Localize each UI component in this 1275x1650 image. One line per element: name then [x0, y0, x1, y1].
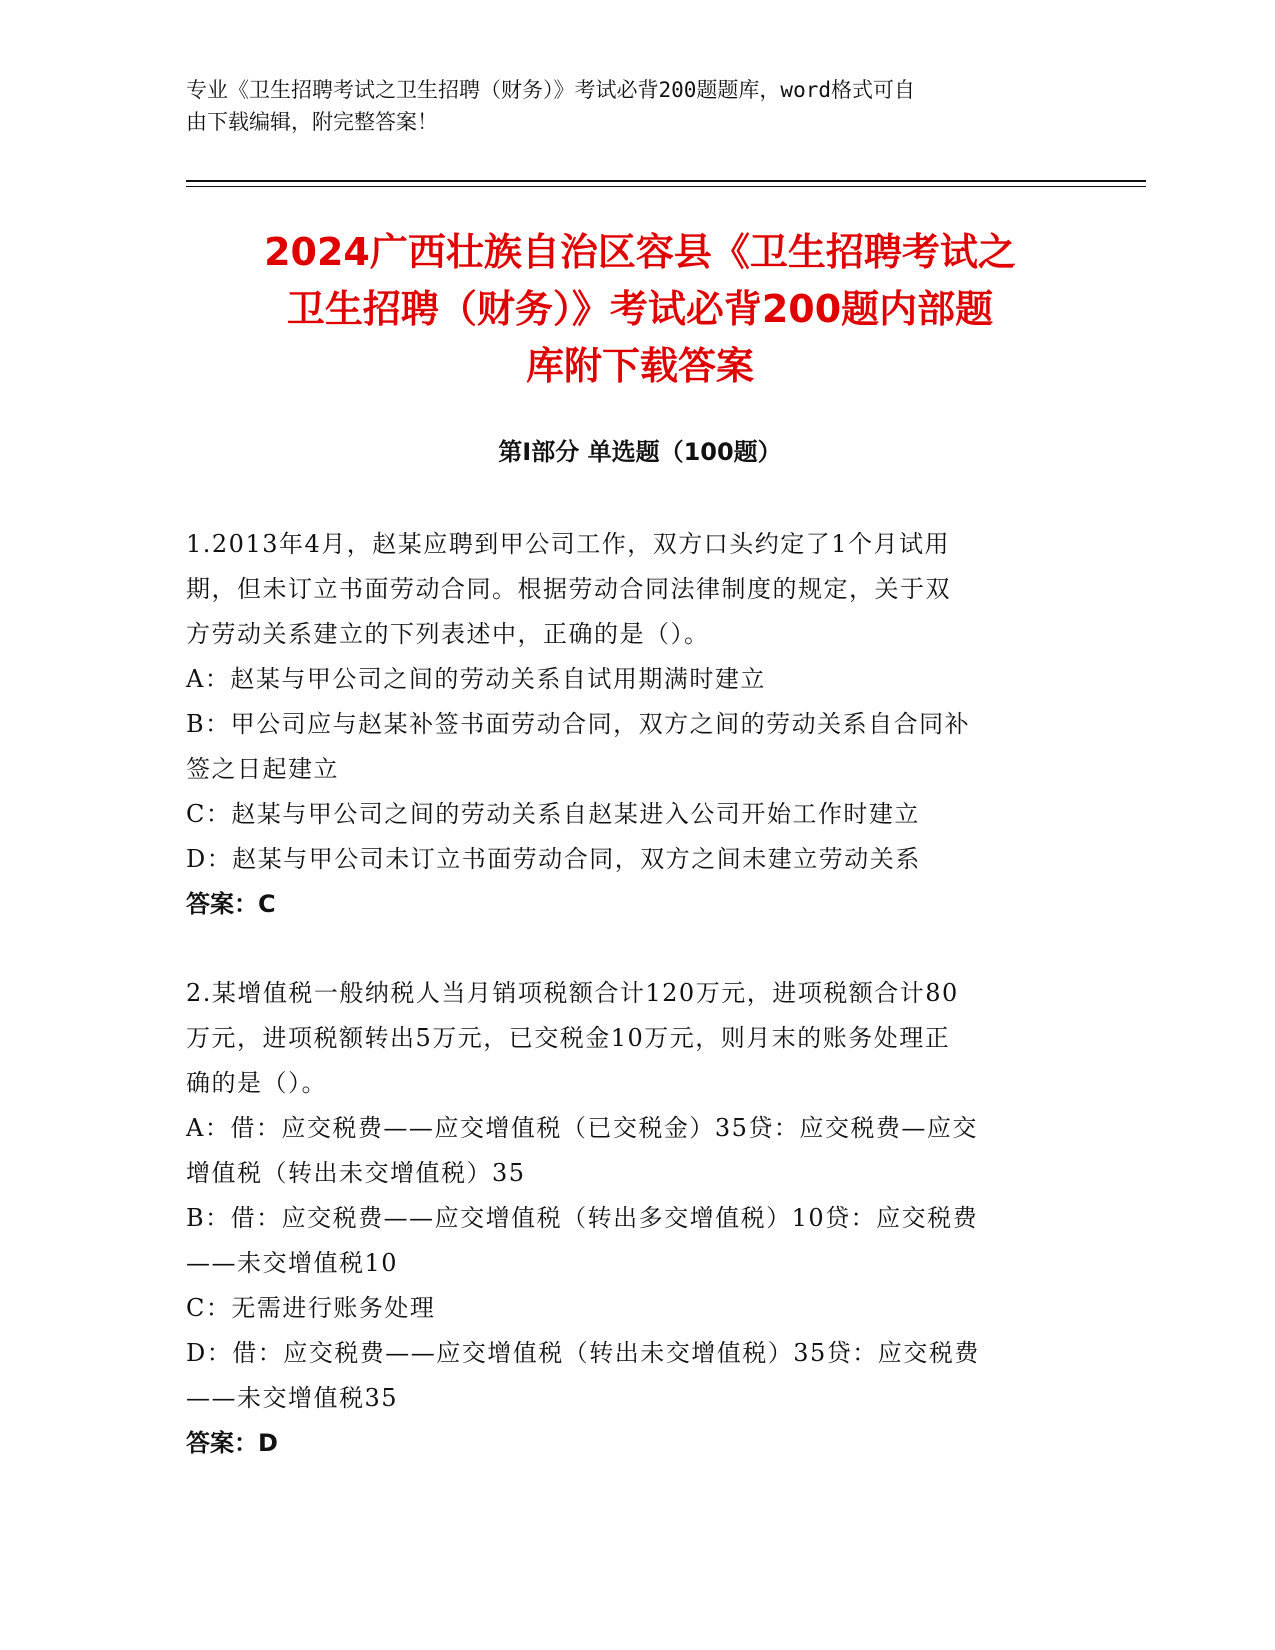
option-line: ——未交增值税10: [186, 1249, 399, 1277]
document-title: [180, 224, 1100, 395]
question-stem-line: 2.某增值税一般纳税人当月销项税额合计120万元，进项税额合计80: [186, 979, 959, 1007]
title-line: 库附下载答案: [525, 344, 754, 388]
section-title: 第Ⅰ部分 单选题（100题）: [498, 438, 782, 466]
question-item: [186, 971, 1066, 1466]
header-note: [186, 74, 1086, 138]
option-line: 签之日起建立: [186, 755, 339, 783]
option-line: ——未交增值税35: [186, 1384, 399, 1412]
answer-line: 答案：D: [186, 1429, 278, 1457]
title-line: 2024广西壮族自治区容县《卫生招聘考试之: [264, 230, 1016, 274]
header-note-line: 专业《卫生招聘考试之卫生招聘（财务）》考试必背200题题库，word格式可自: [186, 78, 915, 102]
question-stem-line: 万元，进项税额转出5万元，已交税金10万元，则月末的账务处理正: [186, 1024, 951, 1052]
option-line: D：赵某与甲公司未订立书面劳动合同，双方之间未建立劳动关系: [186, 845, 921, 873]
question-stem-line: 期，但未订立书面劳动合同。根据劳动合同法律制度的规定，关于双: [186, 575, 951, 603]
header-note-line: 由下载编辑，附完整答案！: [186, 110, 438, 134]
question-stem-line: 1.2013年4月，赵某应聘到甲公司工作，双方口头约定了1个月试用: [186, 530, 951, 558]
question-stem-line: 方劳动关系建立的下列表述中，正确的是（）。: [186, 620, 710, 648]
question-stem-line: 确的是（）。: [186, 1069, 327, 1097]
answer-line: 答案：C: [186, 890, 276, 918]
option-line: A：赵某与甲公司之间的劳动关系自试用期满时建立: [186, 665, 766, 693]
option-line: C：赵某与甲公司之间的劳动关系自赵某进入公司开始工作时建立: [186, 800, 920, 828]
option-line: D：借：应交税费——应交增值税（转出未交增值税）35贷：应交税费: [186, 1339, 980, 1367]
option-line: B：甲公司应与赵某补签书面劳动合同，双方之间的劳动关系自合同补: [186, 710, 971, 738]
header-divider-thin: [186, 186, 1146, 187]
option-line: C：无需进行账务处理: [186, 1294, 436, 1322]
option-line: B：借：应交税费——应交增值税（转出多交增值税）10贷：应交税费: [186, 1204, 979, 1232]
question-item: [186, 522, 1066, 927]
title-line: 卫生招聘（财务）》考试必背200题内部题: [286, 287, 994, 331]
option-line: A：借：应交税费——应交增值税（已交税金）35贷：应交税费—应交: [186, 1114, 978, 1142]
option-line: 增值税（转出未交增值税）35: [186, 1159, 526, 1187]
header-divider-thick: [186, 180, 1146, 182]
question-list: [186, 522, 1066, 1510]
